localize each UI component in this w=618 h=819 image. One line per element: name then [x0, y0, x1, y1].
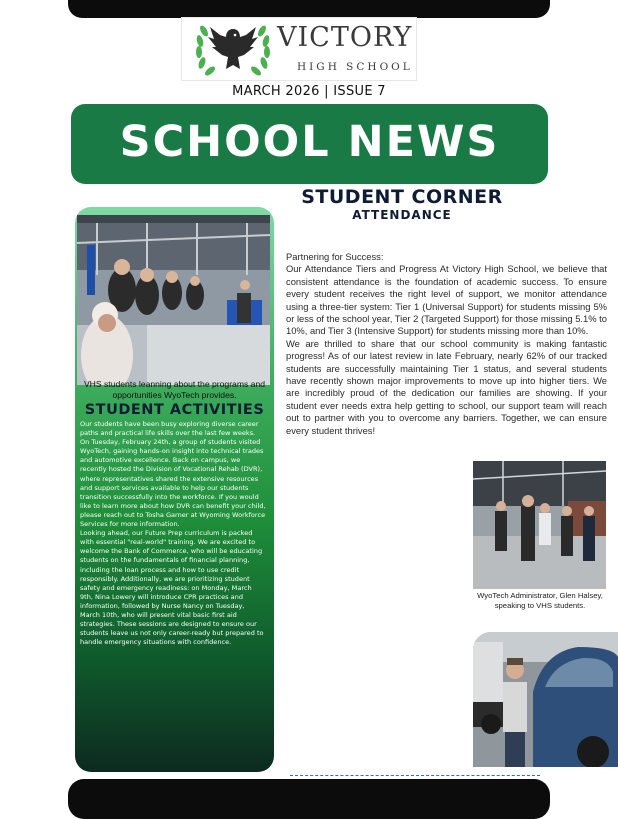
student-car-photo: [473, 632, 618, 767]
article-paragraph: Partnering for Success:: [286, 251, 384, 262]
article-paragraph: We are thrilled to share that our school community is making fantastic progress! As of our latest review in late February, nearly 62% of our tracked students are successfully maintaining Tier 1 status, and several students have recently shown major improvements to move up into higher tiers. We are incredibly proud of the dedication our families are showing. If your student ever needs extra help getting to school, our support team will reach out to partner with you to overcome any barriers. Together, we can ensure every student thrives!: [286, 337, 607, 436]
activities-paragraph: Our students have been busy exploring diverse career paths and practical life skills over the last few weeks. On Tuesday, February 24th, a group of students visited WyoTech, gaining hands-on insight into technical trades and automotive excellence. Back on campus, we recently hosted the Division of Vocational Rehab (DVR), where representatives shared the extensive resources and support services available to help our students transition successfully into the workforce. If you would like to learn more about how DVR can benefit your child, please reach out to Tosha Garner at Wyoming Workforce Services for more information.: [80, 420, 266, 529]
activities-paragraph: Looking ahead, our Future Prep curriculum is packed with essential "real-world" training. We are excited to welcome the Bank of Commerce, who will be educating students on the fundamentals of financial planning, including the loan process and how to use credit responsibly. Additionally, we are prioritizing student safety and emergency readiness: on Monday, March 9th, Nina Lowery will introduce CPR practices and information, followed by Nurse Nancy on Tuesday, March 10th, who will present vital basic first aid strategies. These sessions are designed to ensure our students leave us not only career-ready but prepared to handle emergency situations with confidence.: [80, 529, 264, 647]
student-corner-heading: STUDENT CORNER: [301, 186, 503, 208]
wyotech-administrator-photo: [473, 461, 606, 589]
school-logo: [181, 17, 417, 81]
article-paragraph: Our Attendance Tiers and Progress At Victory High School, we believe that consistent attendance is the foundation of academic success. To ensure every student receives the right level of support, we monitor attendance using a three-tier system: Tier 1 (Universal Support) for students missing 5% or less of the school year, Tier 2 (Targeted Support) for those missing 5.1% to 10%, and Tier 3 (Intensive Support) for students missing more than 10%.: [286, 263, 607, 337]
divider-line: [290, 775, 540, 776]
school-name: VICTORY: [277, 22, 413, 53]
newsletter-title: SCHOOL NEWS: [119, 117, 500, 167]
title-banner: [71, 104, 548, 184]
top-decorative-bar: [68, 0, 550, 18]
eagle-laurel-icon: [190, 21, 276, 77]
administrator-photo-caption: WyoTech Administrator, Glen Halsey, speaking to VHS students.: [477, 591, 603, 610]
issue-line: MARCH 2026 | ISSUE 7: [232, 84, 386, 99]
activities-body: [80, 420, 266, 647]
student-activities-heading: STUDENT ACTIVITIES: [84, 402, 265, 418]
wyotech-students-photo: [77, 215, 270, 385]
attendance-article: [286, 251, 607, 437]
bottom-decorative-bar: [68, 779, 550, 819]
student-activities-panel: [75, 207, 274, 772]
school-subtitle: HIGH SCHOOL: [297, 61, 413, 73]
activities-photo-caption: VHS students leanning about the programs and opportunities WyoTech provides.: [83, 379, 266, 400]
attendance-subheading: ATTENDANCE: [352, 208, 452, 222]
